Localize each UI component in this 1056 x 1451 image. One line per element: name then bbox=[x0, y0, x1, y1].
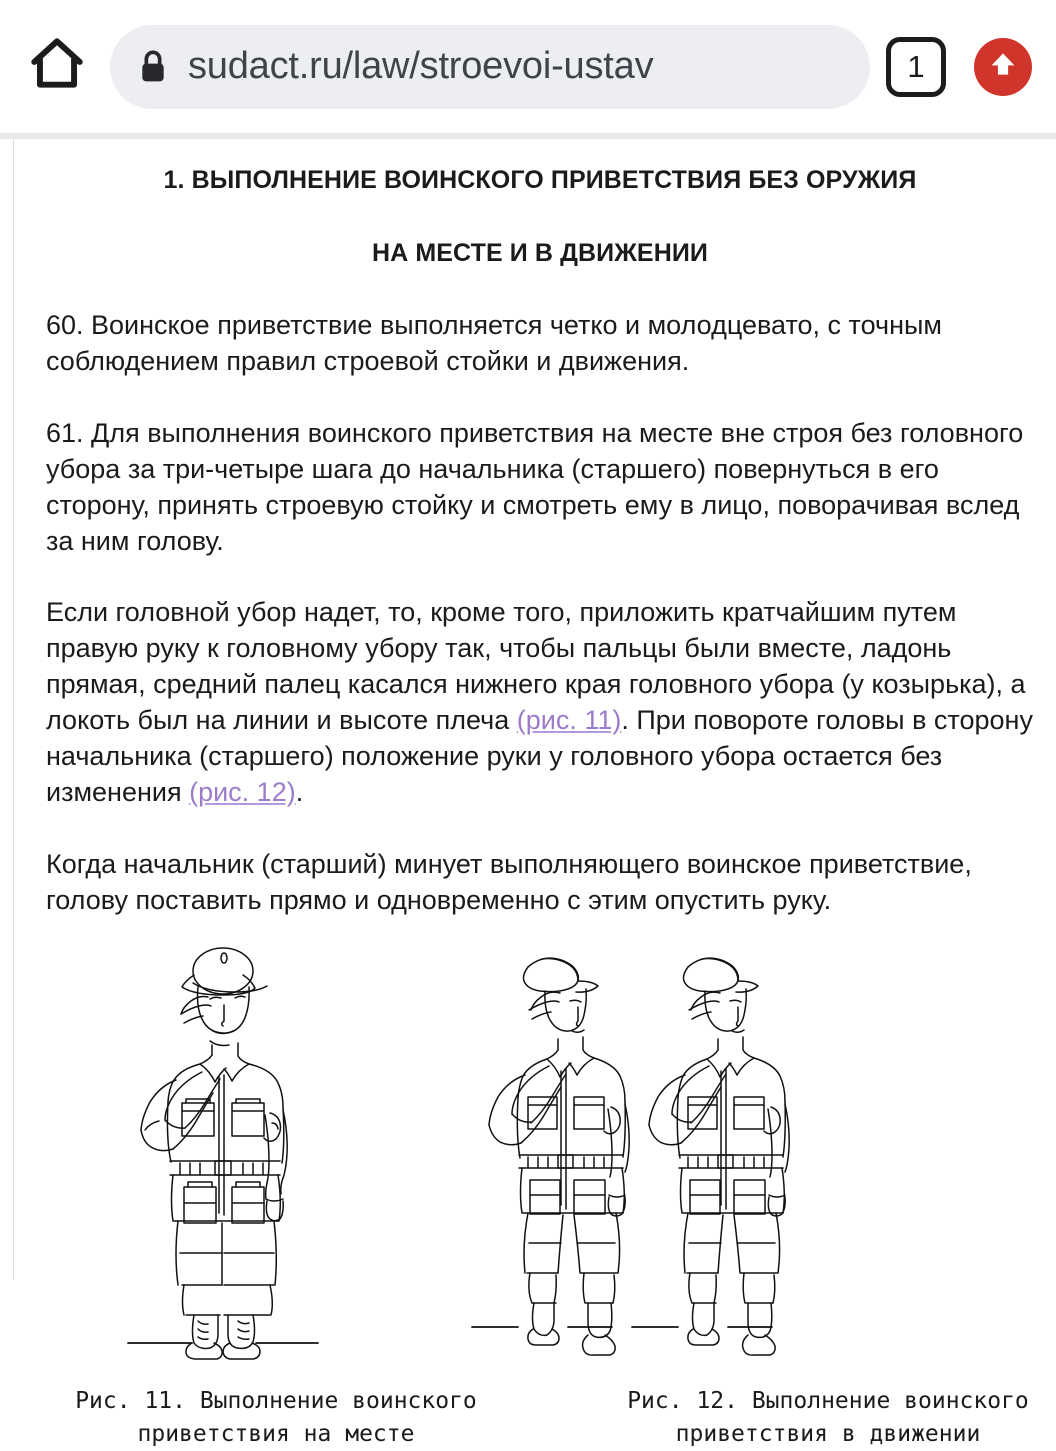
saluting-soldiers-marching-illustration bbox=[448, 935, 818, 1365]
web-page-viewport[interactable] bbox=[0, 139, 1056, 1448]
address-bar[interactable] bbox=[110, 25, 870, 109]
figure-11 bbox=[98, 935, 348, 1365]
paragraph-60: 60. Воинское приветствие выполняется четко и молодцевато, с точным соблюдением правил строевой стойки и движения. bbox=[46, 310, 942, 376]
browser-toolbar bbox=[0, 0, 1056, 133]
figure-12-caption: Рис. 12. Выполнение воинского приветствия в движении bbox=[627, 1387, 1029, 1448]
document-body bbox=[0, 139, 1056, 1451]
browser-menu-button[interactable] bbox=[974, 38, 1032, 96]
paragraph-headgear bbox=[46, 559, 1034, 810]
figure-11-link[interactable]: (рис. 11) bbox=[516, 705, 622, 736]
paragraph-after-passing: Когда начальник (старший) минует выполняющего воинское приветствие, голову поставить прямо и одновременно с этим опустить руку. bbox=[46, 848, 972, 915]
home-icon bbox=[26, 33, 88, 100]
up-arrow-icon bbox=[986, 47, 1020, 86]
figure-row bbox=[46, 935, 1034, 1365]
saluting-soldier-standing-illustration bbox=[98, 935, 348, 1365]
figure-11-caption: Рис. 11. Выполнение воинского приветствия на месте bbox=[75, 1387, 477, 1448]
paragraph-headgear-part1: Если головной убор надет, то, кроме того, приложить кратчайшим путем правую руку к головному убору так, чтобы пальцы были вместе, ладонь прямая, средний палец касался нижнего края головного убора (у козырька), а локоть был на линии и высоте плеча bbox=[46, 597, 1026, 736]
tab-count-label: 1 bbox=[907, 49, 925, 84]
figure-12-link[interactable]: (рис. 12) bbox=[189, 776, 296, 807]
page-subtitle: НА МЕСТЕ И В ДВИЖЕНИИ bbox=[372, 239, 708, 267]
figure-12 bbox=[448, 935, 818, 1365]
paragraph-headgear-part3: . bbox=[295, 776, 304, 807]
url-text[interactable]: sudact.ru/law/stroevoi-ustav bbox=[188, 45, 654, 87]
figure-captions-row bbox=[46, 1385, 1034, 1451]
tab-switcher-button[interactable] bbox=[886, 37, 946, 97]
page-title: 1. ВЫПОЛНЕНИЕ ВОИНСКОГО ПРИВЕТСТВИЯ БЕЗ ОРУЖИЯ bbox=[163, 166, 917, 194]
paragraph-61: 61. Для выполнения воинского приветствия на месте вне строя без головного убора за три-четыре шага до начальника (старшего) повернуться в его сторону, принять строевую стойку и смотреть ему в лицо, поворачивая вслед за ним голову. bbox=[46, 417, 1024, 556]
home-button[interactable] bbox=[18, 28, 96, 106]
page-left-rail bbox=[13, 139, 14, 1280]
paragraph-headgear-part2: . При повороте головы в сторону начальника (старшего) положение руки у головного убора остается без изменения bbox=[46, 705, 1033, 807]
lock-icon bbox=[136, 47, 170, 87]
